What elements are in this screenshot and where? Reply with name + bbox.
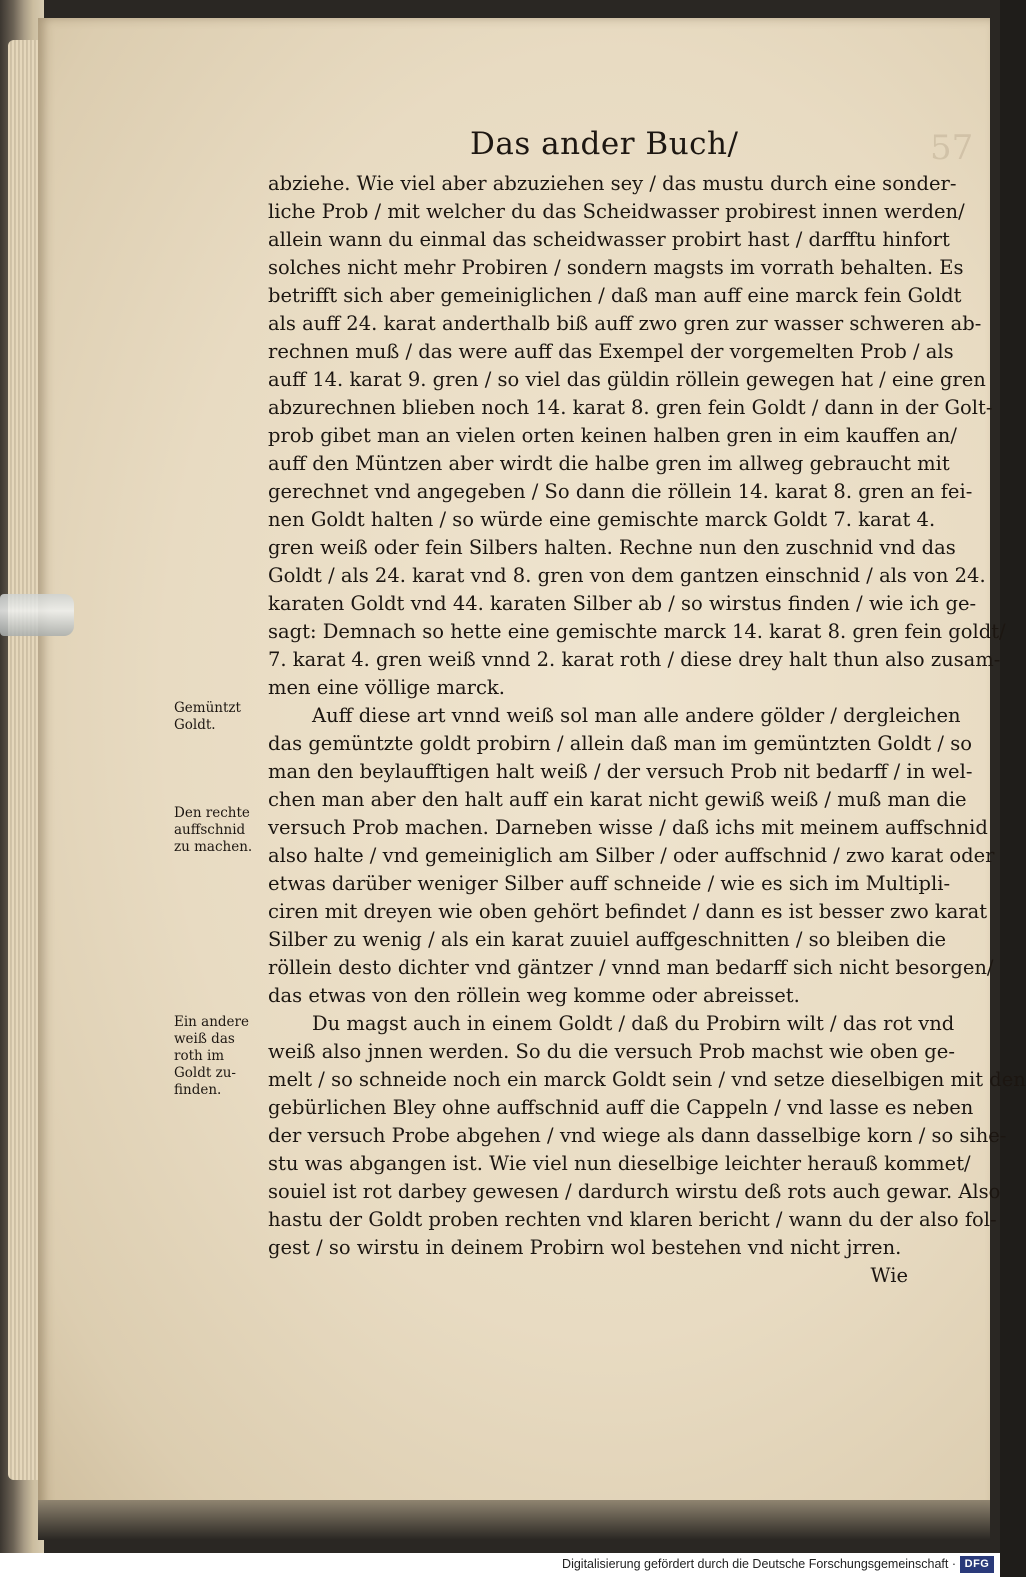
text-line: etwas darüber weniger Silber auff schneide / wie es sich im Multipli- — [268, 872, 951, 895]
text-line: weiß also jnnen werden. So du die versuch Prob machst wie oben ge- — [268, 1040, 955, 1063]
margin-note — [174, 1014, 249, 1099]
text-line: liche Prob / mit welcher du das Scheidwasser probirest innen werden/ — [268, 200, 965, 223]
text-line: gest / so wirstu in deinem Probirn wol bestehen vnd nicht jrren. — [268, 1236, 902, 1259]
text-line: das etwas von den röllein weg komme oder abreisset. — [268, 984, 800, 1007]
text-line: Auff diese art vnnd weiß sol man alle andere gölder / dergleichen — [312, 704, 961, 727]
footer-bar — [0, 1553, 1000, 1577]
text-line: gerechnet vnd angegeben / So dann die röllein 14. karat 8. gren an fei- — [268, 480, 973, 503]
dfg-logo: DFG — [960, 1556, 994, 1573]
margin-note-line: Den rechte — [174, 805, 250, 821]
margin-note-line: weiß das — [174, 1031, 235, 1047]
text-line: rechnen muß / das were auff das Exempel der vorgemelten Prob / als — [268, 340, 954, 363]
text-line: 7. karat 4. gren weiß vnnd 2. karat roth / diese drey halt thun also zusam- — [268, 648, 1001, 671]
text-line: das gemüntzte goldt probirn / allein daß man im gemüntzten Goldt / so — [268, 732, 972, 755]
catchword: Wie — [870, 1264, 908, 1287]
text-line: solches nicht mehr Probiren / sondern magsts im vorrath behalten. Es — [268, 256, 964, 279]
text-line: abzurechnen blieben noch 14. karat 8. gren fein Goldt / dann in der Golt- — [268, 396, 993, 419]
margin-note-line: Goldt zu- — [174, 1065, 236, 1081]
text-line: nen Goldt halten / so würde eine gemischte marck Goldt 7. karat 4. — [268, 508, 936, 531]
text-line: versuch Prob machen. Darneben wisse / daß ichs mit meinem auffschnid — [268, 816, 988, 839]
text-line: röllein desto dichter vnd gäntzer / vnnd man bedarff sich nicht besorgen/ — [268, 956, 994, 979]
margin-note — [174, 700, 241, 734]
margin-note — [174, 805, 252, 856]
margin-note-line: Ein andere — [174, 1014, 249, 1030]
text-line: auff den Müntzen aber wirdt die halbe gren im allweg gebraucht mit — [268, 452, 950, 475]
text-line: gebürlichen Bley ohne auffschnid auff die Cappeln / vnd lasse es neben — [268, 1096, 974, 1119]
text-line: hastu der Goldt proben rechten vnd klaren bericht / wann du der also fol- — [268, 1208, 997, 1231]
page-bottom-shadow — [38, 1500, 990, 1540]
text-line: man den beylaufftigen halt weiß / der versuch Prob nit bedarff / in wel- — [268, 760, 973, 783]
text-line: souiel ist rot darbey gewesen / dardurch wirstu deß rots auch gewar. Also — [268, 1180, 1001, 1203]
text-line: stu was abgangen ist. Wie viel nun dieselbige leichter herauß kommet/ — [268, 1152, 971, 1175]
text-line: Goldt / als 24. karat vnd 8. gren von dem gantzen einschnid / als von 24. — [268, 564, 986, 587]
running-header: Das ander Buch/ — [470, 126, 739, 162]
text-line: auff 14. karat 9. gren / so viel das güldin röllein gewegen hat / eine gren — [268, 368, 986, 391]
margin-note-line: Gemüntzt — [174, 700, 241, 716]
text-line: also halte / vnd gemeiniglich am Silber / oder auffschnid / zwo karat oder — [268, 844, 995, 867]
body-text — [268, 170, 1026, 1290]
margin-note-line: zu machen. — [174, 839, 253, 855]
text-line: karaten Goldt vnd 44. karaten Silber ab / so wirstus finden / wie ich ge- — [268, 592, 977, 615]
margin-note-line: Goldt. — [174, 717, 216, 733]
text-line: betrifft sich aber gemeiniglichen / daß man auff eine marck fein Goldt — [268, 284, 962, 307]
text-line: sagt: Demnach so hette eine gemischte marck 14. karat 8. gren fein goldt/ — [268, 620, 1006, 643]
text-line: Du magst auch in einem Goldt / daß du Probirn wilt / das rot vnd — [312, 1012, 955, 1035]
text-line: der versuch Probe abgehen / vnd wiege als dann dasselbige korn / so sihe- — [268, 1124, 1007, 1147]
text-line: gren weiß oder fein Silbers halten. Rechne nun den zuschnid vnd das — [268, 536, 956, 559]
text-line: melt / so schneide noch ein marck Goldt sein / vnd setze dieselbigen mit den — [268, 1068, 1026, 1091]
text-line: chen man aber den halt auff ein karat nicht gewiß weiß / muß man die — [268, 788, 967, 811]
text-line: men eine völlige marck. — [268, 676, 505, 699]
page-clip — [0, 594, 74, 636]
text-line: ciren mit dreyen wie oben gehört befindet / dann es ist besser zwo karat — [268, 900, 988, 923]
funding-notice: Digitalisierung gefördert durch die Deutsche Forschungsgemeinschaft · — [562, 1557, 956, 1571]
bleed-through-page-number: 57 — [930, 128, 974, 168]
text-line: prob gibet man an vielen orten keinen halben gren in eim kauffen an/ — [268, 424, 957, 447]
text-line: allein wann du einmal das scheidwasser probirt hast / darfftu hinfort — [268, 228, 950, 251]
text-line: Silber zu wenig / als ein karat zuuiel auffgeschnitten / so bleiben die — [268, 928, 947, 951]
margin-note-line: finden. — [174, 1082, 222, 1098]
margin-note-line: roth im — [174, 1048, 225, 1064]
text-line: als auff 24. karat anderthalb biß auff zwo gren zur wasser schweren ab- — [268, 312, 982, 335]
text-line: abziehe. Wie viel aber abzuziehen sey / das mustu durch eine sonder- — [268, 172, 957, 195]
margin-note-line: auffschnid — [174, 822, 246, 838]
